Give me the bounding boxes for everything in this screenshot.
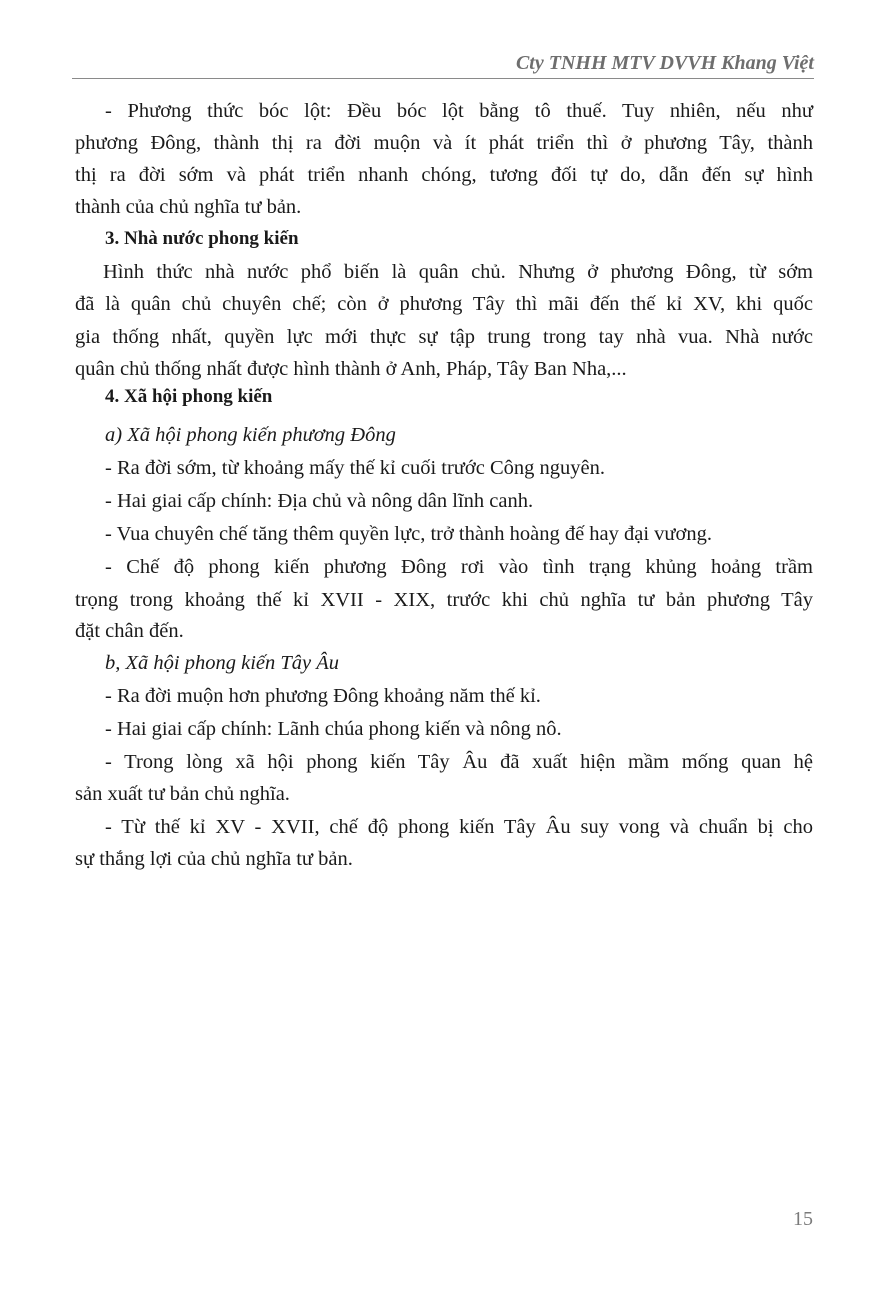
page-number: 15 — [793, 1208, 813, 1230]
text-line: thành của chủ nghĩa tư bản. — [75, 196, 302, 218]
running-header — [72, 50, 814, 79]
subsection-heading: a) Xã hội phong kiến phương Đông — [105, 424, 396, 446]
text-line: - Phương thức bóc lột: Đều bóc lột bằng tô thuế. Tuy nhiên, nếu như — [105, 100, 813, 122]
text-line: trọng trong khoảng thế kỉ XVII - XIX, trước khi chủ nghĩa tư bản phương Tây — [75, 589, 813, 611]
text-line: - Vua chuyên chế tăng thêm quyền lực, trở thành hoàng đế hay đại vương. — [105, 523, 713, 545]
text-line: đã là quân chủ chuyên chế; còn ở phương Tây thì mãi đến thế kỉ XV, khi quốc — [75, 293, 813, 315]
text-line: Hình thức nhà nước phổ biến là quân chủ. Nhưng ở phương Đông, từ sớm — [103, 261, 813, 283]
text-line: thị ra đời sớm và phát triển nhanh chóng, tương đối tự do, dẫn đến sự hình — [75, 164, 813, 186]
text-line: - Ra đời muộn hơn phương Đông khoảng năm thế kỉ. — [105, 685, 541, 707]
text-line: quân chủ thống nhất được hình thành ở Anh, Pháp, Tây Ban Nha,... — [75, 358, 627, 380]
text-line: - Hai giai cấp chính: Địa chủ và nông dân lĩnh canh. — [105, 490, 534, 512]
section-heading: 3. Nhà nước phong kiến — [105, 228, 299, 249]
text-line: phương Đông, thành thị ra đời muộn và ít phát triển thì ở phương Tây, thành — [75, 132, 813, 154]
text-line: - Hai giai cấp chính: Lãnh chúa phong kiến và nông nô. — [105, 718, 562, 740]
header-title: Cty TNHH MTV DVVH Khang Việt — [515, 52, 814, 74]
text-line: đặt chân đến. — [75, 620, 184, 642]
text-line: - Từ thế kỉ XV - XVII, chế độ phong kiến Tây Âu suy vong và chuẩn bị cho — [105, 816, 813, 838]
text-line: sản xuất tư bản chủ nghĩa. — [75, 783, 290, 805]
text-line: - Chế độ phong kiến phương Đông rơi vào tình trạng khủng hoảng trầm — [105, 556, 813, 578]
text-line: gia thống nhất, quyền lực mới thực sự tập trung trong tay nhà vua. Nhà nước — [75, 326, 813, 348]
section-heading: 4. Xã hội phong kiến — [105, 386, 273, 407]
text-line: - Trong lòng xã hội phong kiến Tây Âu đã xuất hiện mầm mống quan hệ — [105, 751, 813, 773]
subsection-heading: b, Xã hội phong kiến Tây Âu — [105, 652, 340, 674]
text-line: sự thắng lợi của chủ nghĩa tư bản. — [75, 848, 353, 870]
text-line: - Ra đời sớm, từ khoảng mấy thế kỉ cuối trước Công nguyên. — [105, 457, 605, 479]
